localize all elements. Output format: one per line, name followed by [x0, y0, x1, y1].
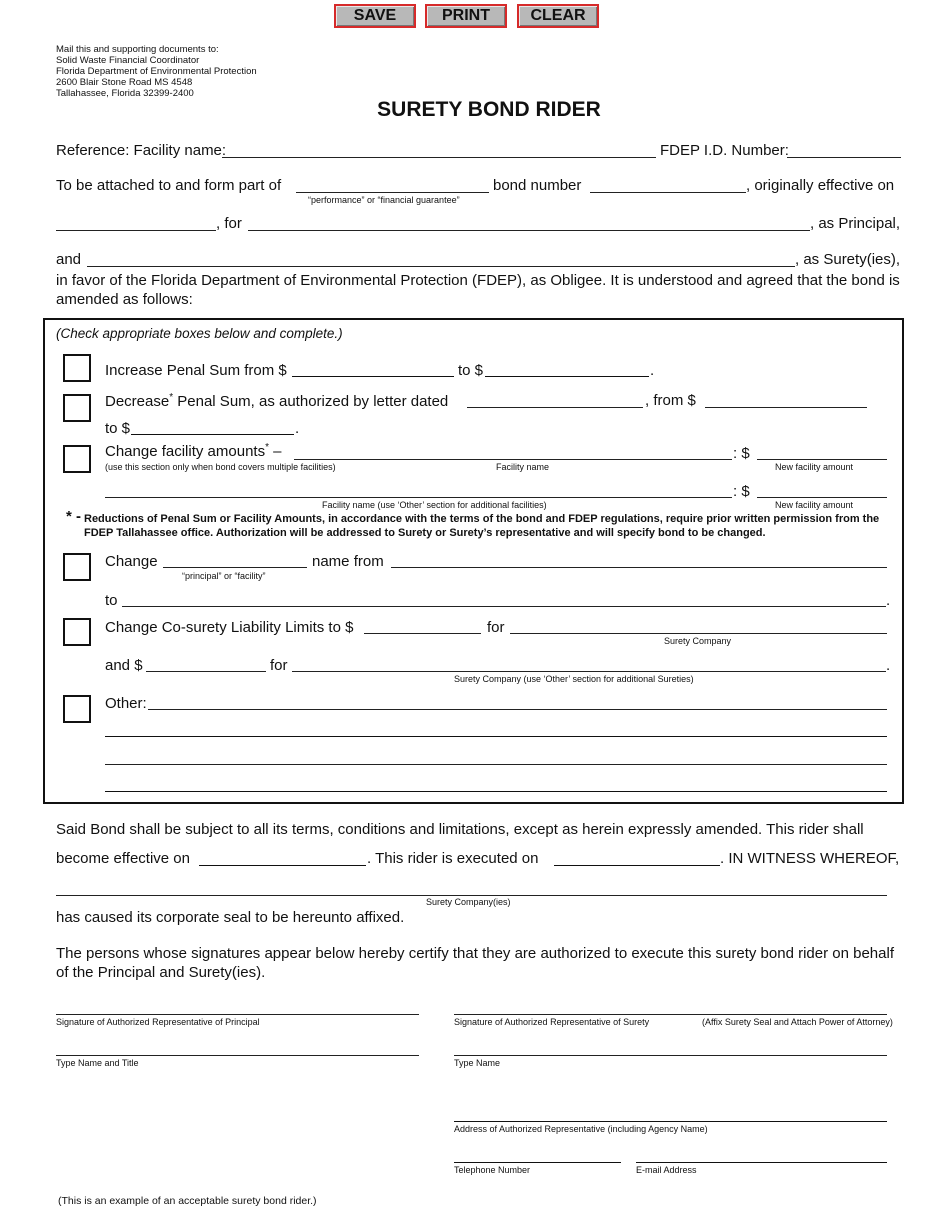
clear-button[interactable]: CLEAR	[517, 4, 599, 28]
new-facility-amount-caption: New facility amount	[775, 462, 854, 472]
fdep-id-field[interactable]	[787, 157, 901, 158]
facility-amounts-label-group	[105, 442, 282, 460]
surety-companies-field[interactable]	[56, 895, 887, 896]
facility-name-caption: Facility name	[496, 462, 550, 472]
decrease-period: .	[295, 420, 300, 437]
facility-amounts-star: *	[265, 442, 269, 453]
cosurety-for-label: for	[487, 619, 505, 636]
decrease-from-field[interactable]	[705, 407, 867, 408]
star-note-marker: * -	[66, 508, 81, 525]
facility-amount-1-colon: : $	[733, 445, 750, 462]
facility-amount-2-colon: : $	[733, 483, 750, 500]
facility-amounts-checkbox[interactable]	[63, 445, 91, 473]
cosurety-company-2-field[interactable]	[292, 671, 886, 672]
cosurety-label: Change Co-surety Liability Limits to $	[105, 619, 354, 636]
for-label: , for	[216, 215, 242, 232]
increase-from-field[interactable]	[292, 376, 454, 377]
mail-to-line: Mail this and supporting documents to:	[56, 44, 219, 55]
change-name-label: Change	[105, 553, 158, 570]
facility-name-label: Reference: Facility name:	[56, 142, 227, 159]
increase-to-label: to $	[458, 362, 484, 379]
email-caption: E-mail Address	[636, 1165, 697, 1175]
surety-type-name-field[interactable]	[454, 1055, 887, 1056]
bond-type-caption: “performance” or “financial guarantee”	[308, 195, 460, 205]
name-from-label: name from	[312, 553, 384, 570]
facility-amount-1-field[interactable]	[757, 459, 887, 460]
and-label: and	[56, 251, 82, 268]
telephone-caption: Telephone Number	[454, 1165, 531, 1175]
bond-type-field[interactable]	[296, 192, 489, 193]
as-principal-label: , as Principal,	[810, 215, 901, 232]
rider-effective-date-field[interactable]	[199, 865, 366, 866]
surety-field[interactable]	[87, 266, 795, 267]
new-facility-amount-caption-2: New facility amount	[775, 500, 854, 510]
surety-companies-caption: Surety Company(ies)	[426, 897, 511, 907]
facility-amount-2-field[interactable]	[757, 497, 887, 498]
principal-field[interactable]	[248, 230, 810, 231]
name-to-period: .	[886, 592, 891, 609]
representative-address-caption: Address of Authorized Representative (including Agency Name)	[454, 1124, 708, 1134]
other-field-1[interactable]	[148, 709, 887, 710]
email-field[interactable]	[636, 1162, 887, 1163]
mail-to-line: Florida Department of Environmental Protection	[56, 66, 257, 77]
increase-to-field[interactable]	[485, 376, 649, 377]
other-field-3[interactable]	[105, 764, 887, 765]
surety-signature-field[interactable]	[454, 1014, 887, 1015]
decrease-checkbox[interactable]	[63, 394, 91, 422]
check-instruction: (Check appropriate boxes below and complete.)	[56, 326, 343, 341]
as-surety-label: , as Surety(ies),	[795, 251, 901, 268]
print-button[interactable]: PRINT	[425, 4, 507, 28]
principal-name-title-caption: Type Name and Title	[56, 1058, 139, 1068]
facility-name-other-caption: Facility name (use ‘Other’ section for additional facilities)	[322, 500, 547, 510]
other-field-2[interactable]	[105, 736, 887, 737]
cosurety-amount-1-field[interactable]	[364, 633, 481, 634]
in-witness-label: . IN WITNESS WHEREOF,	[720, 850, 900, 867]
decrease-from-label: , from $	[645, 392, 696, 409]
cosurety-and-label: and $	[105, 657, 143, 674]
other-checkbox[interactable]	[63, 695, 91, 723]
cosurety-for-label-2: for	[270, 657, 288, 674]
facility-name-field[interactable]	[222, 157, 656, 158]
amendments-box	[43, 318, 904, 804]
decrease-star: *	[169, 392, 174, 403]
footer-note: (This is an example of an acceptable surety bond rider.)	[58, 1195, 317, 1207]
certify-text: The persons whose signatures appear below hereby certify that they are authorized to execute this surety bond rider on behalf of the Principal and Surety(ies).	[56, 945, 894, 981]
mail-to-block	[56, 44, 257, 99]
fdep-id-label: FDEP I.D. Number:	[660, 142, 789, 159]
page-title: SURETY BOND RIDER	[377, 98, 601, 121]
decrease-to-field[interactable]	[131, 434, 294, 435]
decrease-label-group	[105, 392, 448, 410]
bond-number-field[interactable]	[590, 192, 746, 193]
change-name-checkbox[interactable]	[63, 553, 91, 581]
bond-number-label: bond number	[493, 177, 582, 194]
corporate-seal-text: has caused its corporate seal to be hereunto affixed.	[56, 909, 405, 926]
other-field-4[interactable]	[105, 791, 887, 792]
facility-amounts-dash: –	[269, 443, 282, 460]
affix-seal-caption: (Affix Surety Seal and Attach Power of Attorney)	[702, 1017, 893, 1027]
representative-address-field[interactable]	[454, 1121, 887, 1122]
effective-on-label: become effective on	[56, 850, 190, 867]
other-label: Other:	[105, 695, 147, 712]
said-bond-text: Said Bond shall be subject to all its terms, conditions and limitations, except as herein expressly amended. This rider shall	[56, 821, 864, 838]
attach-label: To be attached to and form part of	[56, 177, 282, 194]
executed-on-label: . This rider is executed on	[367, 850, 539, 867]
facility-amounts-label: Change facility amounts	[105, 443, 266, 460]
increase-period: .	[650, 362, 655, 379]
principal-name-title-field[interactable]	[56, 1055, 419, 1056]
letter-date-field[interactable]	[467, 407, 643, 408]
obligee-text: in favor of the Florida Department of Environmental Protection (FDEP), as Obligee. It is understood and agreed that the bond is amended as follows:	[56, 272, 900, 308]
cosurety-period: .	[886, 657, 891, 674]
decrease-label: Decrease	[105, 393, 170, 410]
surety-signature-caption: Signature of Authorized Representative of Surety	[454, 1017, 650, 1027]
surety-type-name-caption: Type Name	[454, 1058, 501, 1068]
name-to-field[interactable]	[122, 606, 886, 607]
effective-date-field[interactable]	[56, 230, 216, 231]
facility-amounts-note: (use this section only when bond covers multiple facilities)	[105, 462, 336, 472]
mail-to-line: Tallahassee, Florida 32399-2400	[56, 88, 194, 99]
name-from-field[interactable]	[391, 567, 887, 568]
facility-name-1-field[interactable]	[294, 459, 732, 460]
decrease-to-label: to $	[105, 420, 131, 437]
increase-checkbox[interactable]	[63, 354, 91, 382]
star-note-text: Reductions of Penal Sum or Facility Amounts, in accordance with the terms of the bond and FDEP regulations, require prior written permission from the FDEP Tallahassee office. Authorization will be addressed to Surety or Surety’s representative and will specify bond to be changed.	[84, 513, 880, 539]
originally-effective-label: , originally effective on	[746, 177, 895, 194]
cosurety-company-1-field[interactable]	[510, 633, 887, 634]
cosurety-checkbox[interactable]	[63, 618, 91, 646]
cosurety-amount-2-field[interactable]	[146, 671, 266, 672]
name-type-field[interactable]	[163, 567, 307, 568]
rider-executed-date-field[interactable]	[554, 865, 720, 866]
mail-to-line: 2600 Blair Stone Road MS 4548	[56, 77, 193, 88]
principal-signature-field[interactable]	[56, 1014, 419, 1015]
facility-name-2-field[interactable]	[105, 497, 732, 498]
name-to-label: to	[105, 592, 118, 609]
principal-signature-caption: Signature of Authorized Representative of Principal	[56, 1017, 260, 1027]
surety-company-caption: Surety Company	[664, 636, 732, 646]
save-button[interactable]: SAVE	[334, 4, 416, 28]
surety-company-other-caption: Surety Company (use ‘Other’ section for additional Sureties)	[454, 674, 694, 684]
increase-label: Increase Penal Sum from $	[105, 362, 287, 379]
mail-to-line: Solid Waste Financial Coordinator	[56, 55, 200, 66]
name-type-caption: “principal” or “facility”	[182, 571, 266, 581]
decrease-rest: Penal Sum, as authorized by letter dated	[173, 393, 449, 410]
telephone-field[interactable]	[454, 1162, 621, 1163]
